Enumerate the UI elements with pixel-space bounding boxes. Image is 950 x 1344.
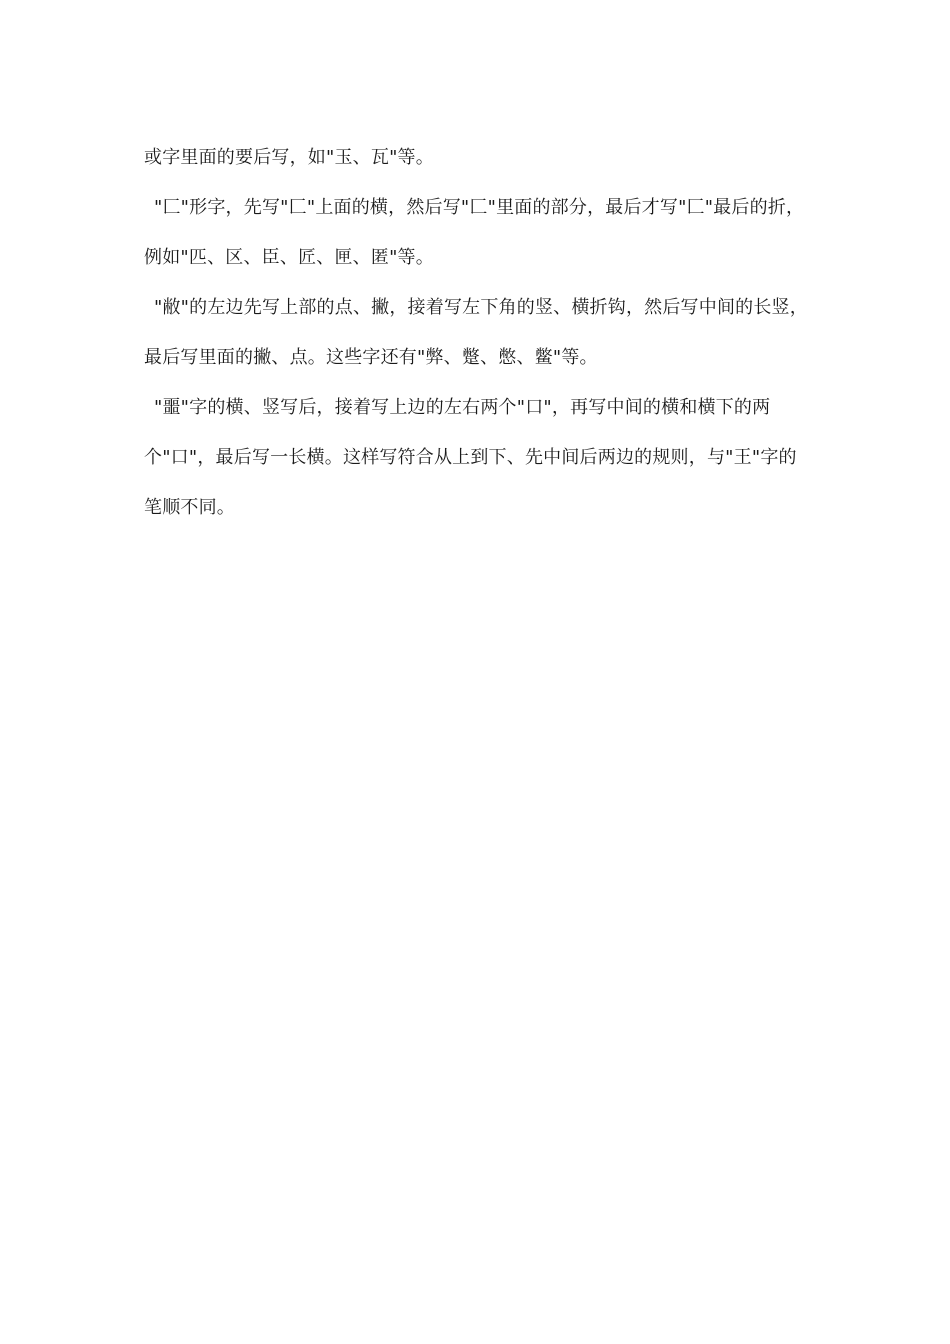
paragraph-continuation: 或字里面的要后写，如"玉、瓦"等。 (144, 147, 434, 168)
paragraph-bi-character: "敝"的左边先写上部的点、撇，接着写左下角的竖、横折钩，然后写中间的长竖，最后写里面的撇、点。这些字还有"弊、蹩、憋、鳖"等。 (144, 297, 808, 368)
paragraph-e-character: "噩"字的横、竖写后，接着写上边的左右两个"口"，再写中间的横和横下的两个"口"，最后写一长横。这样写符合从上到下、先中间后两边的规则，与"王"字的笔顺不同。 (144, 397, 797, 518)
paragraph-fang-radical: "匚"形字，先写"匚"上面的横，然后写"匚"里面的部分，最后才写"匚"最后的折，例如"匹、区、臣、匠、匣、匿"等。 (144, 197, 805, 268)
document-body (144, 133, 812, 533)
